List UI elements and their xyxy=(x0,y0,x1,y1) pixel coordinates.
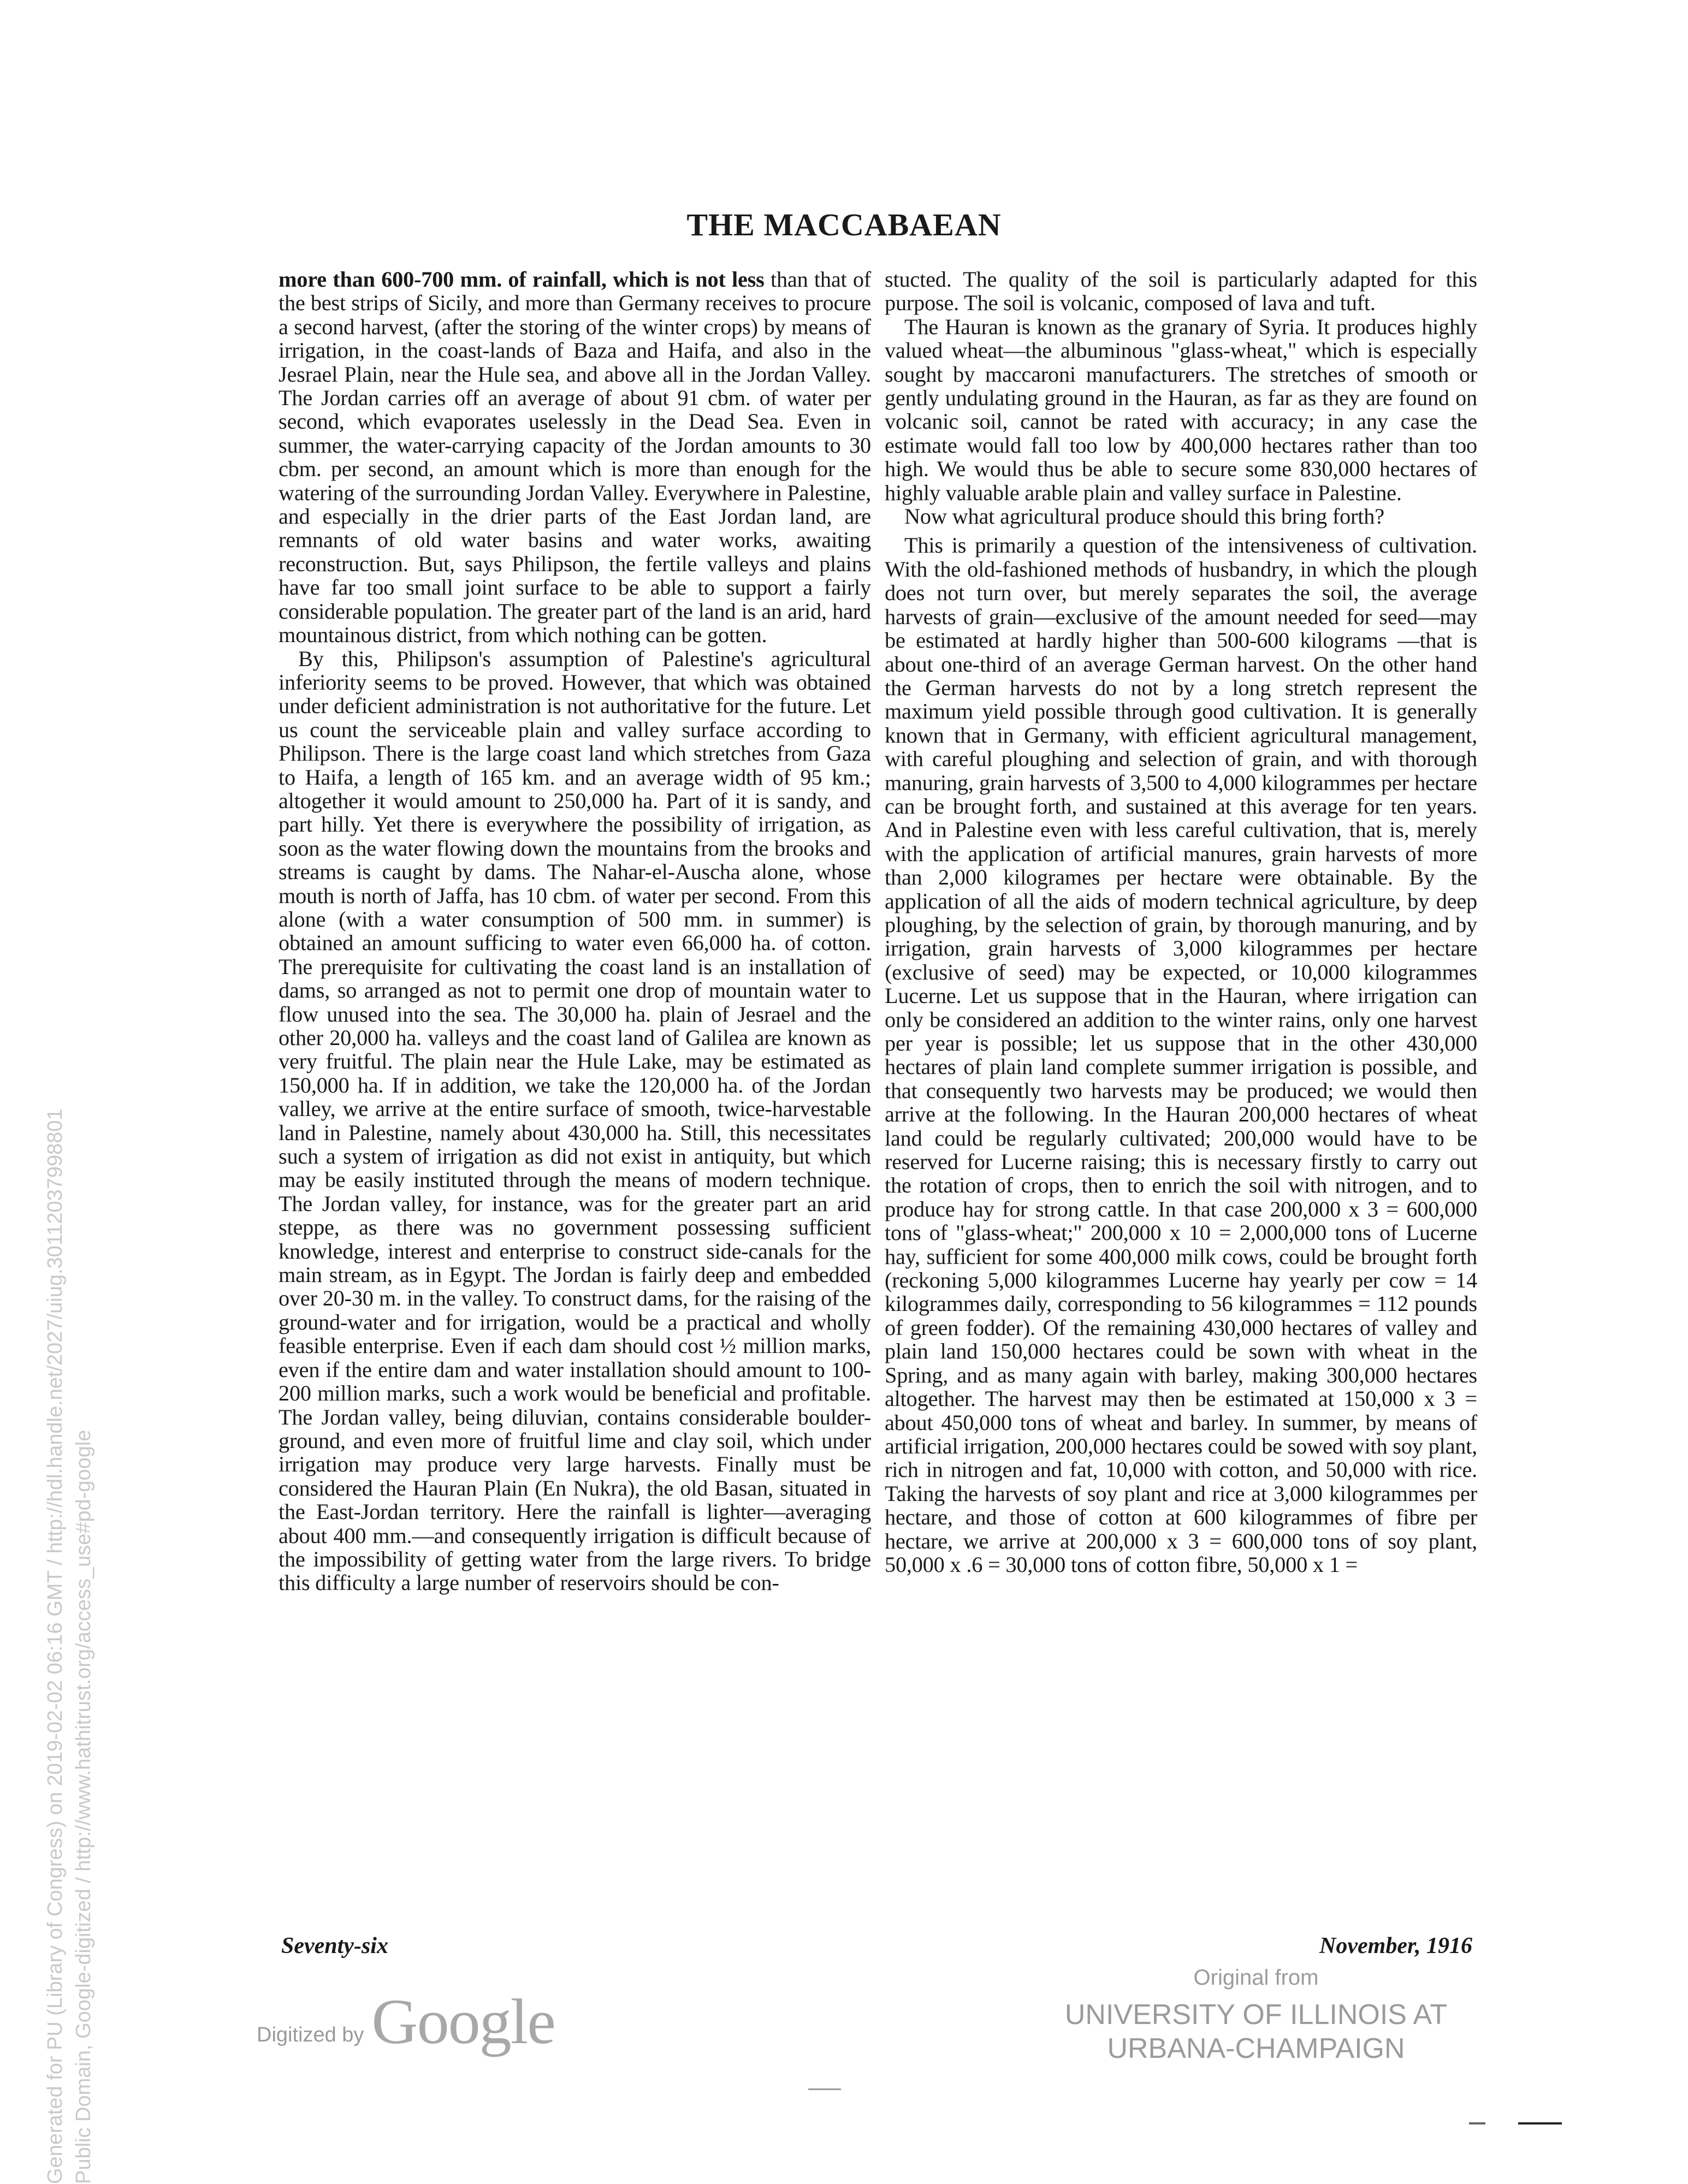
digitized-by-google-watermark xyxy=(257,1985,555,2059)
google-logo: Google xyxy=(371,1986,555,2057)
original-from-label: Original from xyxy=(1193,1966,1319,1990)
original-from-watermark xyxy=(1010,1966,1502,2066)
university-line-1: UNIVERSITY OF ILLINOIS AT xyxy=(1064,1999,1448,2031)
digitized-by-label: Digitized by xyxy=(257,2023,364,2046)
right-paragraph-3: Now what agricultural produce should this bring forth? xyxy=(904,504,1384,529)
left-paragraph-2: By this, Philipson's assumption of Palestine's agricultural inferiority seems to be proved. However, that which was obtained under deficient administration is not authoritative for the future. Let us count the serviceable plain and valley surface according to Philipson. There is the large coast land which stretches from Gaza to Haifa, a length of 165 km. and an average width of 95 km.; altogether it would amount to 250,000 ha. Part of it is sandy, and part hilly. Yet there is everywhere the possibility of irrigation, as soon as the water flowing down the mountains from the brooks and streams is caught by dams. The Nahar-el-Auscha alone, whose mouth is north of Jaffa, has 10 cbm. of water per second. From this alone (with a water consumption of 500 mm. in summer) is obtained an amount sufficing to water even 66,000 ha. of cotton. The prerequisite for cultivating the coast land is an installation of dams, so arranged as not to permit one drop of mountain water to flow unused into the sea. The 30,000 ha. plain of Jesrael and the other 20,000 ha. valleys and the coast land of Galilea are known as very fruitful. The plain near the Hule Lake, may be estimated as 150,000 ha. If in addition, we take the 120,000 ha. of the Jordan valley, we arrive at the entire surface of smooth, twice-harvestable land in Palestine, namely about 430,000 ha. Still, this necessitates such a system of irrigation as did not exist in antiquity, but which may be easily instituted through the means of modern technique. The Jordan valley, for instance, was for the greater part an arid steppe, as there was no government possessing sufficient knowledge, interest and enterprise to construct side-canals for the main stream, as in Egypt. The Jordan is fairly deep and embedded over 20-30 m. in the valley. To construct dams, for the raising of the ground-water and for irrigation, would be a practical and wholly feasible enterprise. Even if each dam should cost ½ million marks, even if the entire dam and water installation should amount to 100-200 million marks, such a work would be beneficial and profitable. The Jordan valley, being diluvian, contains considerable boulder-ground, and even more of fruitful lime and clay soil, which under irrigation may produce very large harvests. Finally must be considered the Hauran Plain (En Nukra), the old Basan, situated in the East-Jordan territory. Here the rainfall is lighter—averaging about 400 mm.—and consequently irrigation is difficult because of the impossibility of getting water from the large rivers. To bridge this difficulty a large number of reservoirs should be con- xyxy=(279,646,871,1595)
page-number: Seventy-six xyxy=(281,1933,388,1959)
page-title: THE MACCABAEAN xyxy=(686,207,1002,242)
right-paragraph-4: This is primarily a question of the intensiveness of cultivation. With the old-fashioned methods of husbandry, in which the plough does not turn over, but merely separates the soil, the average harvests of grain—exclusive of the amount needed for seed—may be estimated at hardly higher than 500-600 kilograms —that is about one-third of an average German harvest. On the other hand the German harvests do not by a long stretch represent the maximum yield possible through good cultivation. It is generally known that in Germany, with efficient agricultural management, with careful ploughing and selection of grain, and with thorough manuring, grain harvests of 3,500 to 4,000 kilogrammes per hectare can be brought forth, and sustained at this average for ten years. And in Palestine even with less careful cultivation, that is, merely with the application of artificial manures, grain harvests of more than 2,000 kilogrames per hectare were obtainable. By the application of all the aids of modern technical agriculture, by deep ploughing, by the selection of grain, by thorough manuring, and by irrigation, grain harvests of 3,000 kilogrammes per hectare (exclusive of seed) may be expected, or 10,000 kilogrammes Lucerne. Let us suppose that in the Hauran, where irrigation can only be considered an addition to the winter rains, only one harvest per year is possible; let us suppose that in the other 430,000 hectares of plain land complete summer irrigation is possible, and that consequently two harvests may be produced; we would then arrive at the following. In the Hauran 200,000 hectares of wheat land could be regularly cultivated; 200,000 would have to be reserved for Lucerne raising; this is necessary firstly to carry out the rotation of crops, then to enrich the soil with nitrogen, and to produce hay for strong cattle. In that case 200,000 x 3 = 600,000 tons of "glass-wheat;" 200,000 x 10 = 2,000,000 tons of Lucerne hay, sufficient for some 400,000 milk cows, could be brought forth (reckoning 5,000 kilogrammes Lucerne hay yearly per cow = 14 kilogrammes daily, corresponding to 56 kilogrammes = 112 pounds of green fodder). Of the remaining 430,000 hectares of valley and plain land 150,000 hectares could be sown with wheat in the Spring, and as many again with barley, making 300,000 hectares altogether. The harvest may then be estimated at 150,000 x 3 = about 450,000 tons of wheat and barley. In summer, by means of artificial irrigation, 200,000 hectares could be sowed with soy plant, rich in nitrogen and fat, 10,000 with cotton, and 50,000 with rice. Taking the harvests of soy plant and rice at 3,000 kilogrammes per hectare, and those of cotton at 600 kilogrammes of fibre per hectare, we arrive at 200,000 x 3 = 600,000 tons of soy plant, 50,000 x .6 = 30,000 tons of cotton fibre, 50,000 x 1 = xyxy=(885,533,1477,1577)
sidebar-line-1: Generated for PU (Library of Congress) on 2019-02-02 06:16 GMT / http://hdl.handle.net/2027/uiug.30112037998801 xyxy=(44,1108,67,2184)
issue-date: November, 1916 xyxy=(1319,1933,1472,1959)
right-paragraph-2: The Hauran is known as the granary of Syria. It produces highly valued wheat—the albuminous "glass-wheat," which is especially sought by maccaroni manufacturers. The stretches of smooth or gently undulating ground in the Hauran, as far as they are found on volcanic soil, cannot be rated with accuracy; in any case the estimate would fall too low by 400,000 hectares rather than too high. We would thus be able to secure some 830,000 hectares of highly valuable arable plain and valley surface in Palestine. xyxy=(885,314,1477,505)
scan-mark xyxy=(1518,2122,1562,2124)
sidebar-line-2: Public Domain, Google-digitized / http://www.hathitrust.org/access_use#pd-google xyxy=(72,1429,95,2184)
right-column xyxy=(885,268,1477,1576)
university-line-2: URBANA-CHAMPAIGN xyxy=(1107,2033,1405,2064)
hathitrust-sidebar xyxy=(41,819,98,2184)
left-column xyxy=(279,268,871,1595)
right-paragraph-1: stucted. The quality of the soil is particularly adapted for this purpose. The soil is volcanic, composed of lava and tuft. xyxy=(885,267,1477,316)
scan-mark xyxy=(1469,2122,1485,2124)
left-paragraph-1: more than 600-700 mm. of rainfall, which is not less than that of the best strips of Sicily, and more than Germany receives to procure a second harvest, (after the storing of the winter crops) by means of irrigation, in the coast-lands of Baza and Haifa, and also in the Jesrael Plain, near the Hule sea, and above all in the Jordan Valley. The Jordan carries off an average of about 91 cbm. of water per second, which evaporates uselessly in the Dead Sea. Even in summer, the water-carrying capacity of the Jordan amounts to 30 cbm. per second, an amount which is more than enough for the watering of the surrounding Jordan Valley. Everywhere in Palestine, and especially in the drier parts of the East Jordan land, are remnants of old water basins and water works, awaiting reconstruction. But, says Philipson, the fertile valleys and plains have far too small joint surface to be able to support a fairly considerable population. The greater part of the land is an arid, hard mountainous district, from which nothing can be gotten. xyxy=(279,267,871,648)
scan-mark xyxy=(808,2088,841,2090)
